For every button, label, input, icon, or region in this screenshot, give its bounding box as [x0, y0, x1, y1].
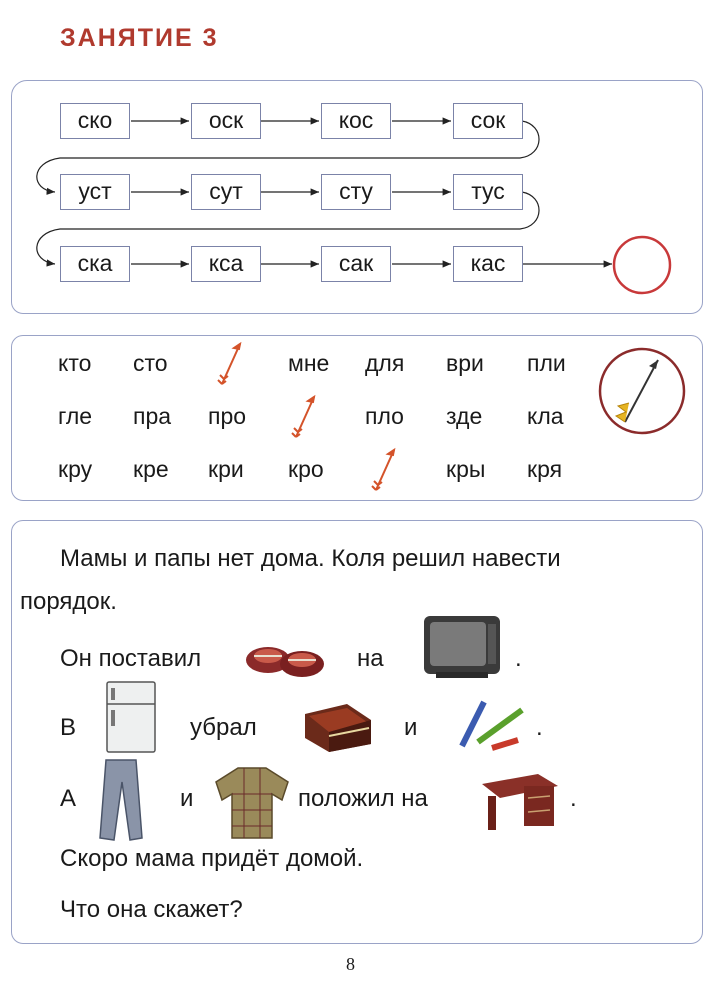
- story-text: .: [515, 645, 522, 672]
- chain-syllable: тус: [453, 174, 523, 210]
- fridge-icon: [105, 680, 157, 754]
- chain-syllable: оск: [191, 103, 261, 139]
- chain-syllable: сут: [191, 174, 261, 210]
- story-line: порядок.: [20, 588, 117, 615]
- chain-syllable: уст: [60, 174, 130, 210]
- grid-syllable: мне: [288, 350, 330, 376]
- story-text: убрал: [190, 714, 257, 741]
- grid-syllable: кры: [446, 456, 486, 482]
- chain-syllable: кса: [191, 246, 261, 282]
- grid-syllable: кря: [527, 456, 563, 482]
- chain-syllable: сту: [321, 174, 391, 210]
- story-text: А: [60, 785, 77, 812]
- slippers-icon: [244, 626, 326, 680]
- grid-syllable: ври: [446, 350, 484, 376]
- grid-syllable: кто: [58, 350, 92, 376]
- grid-syllable: про: [208, 403, 247, 429]
- arrow-icon: [372, 450, 394, 490]
- story-text: положил на: [298, 785, 428, 812]
- grid-syllable: кла: [527, 403, 564, 429]
- desk-icon: [478, 770, 560, 832]
- grid-syllable: пли: [527, 350, 566, 376]
- shirt-icon: [214, 764, 290, 840]
- grid-syllable: зде: [446, 403, 483, 429]
- story-text: Он поставил: [60, 645, 202, 672]
- grid-syllable: кре: [133, 456, 169, 482]
- story-text: и: [404, 714, 418, 741]
- grid-syllable: гле: [58, 403, 93, 429]
- grid-syllable: сто: [133, 350, 168, 376]
- arrow-icon: [292, 397, 314, 437]
- chain-syllable: сок: [453, 103, 523, 139]
- book-icon: [301, 700, 373, 754]
- story-text: В: [60, 714, 77, 741]
- story-text: .: [536, 714, 543, 741]
- grid-syllable: кри: [208, 456, 244, 482]
- story-line: Скоро мама придёт домой.: [60, 845, 364, 872]
- story-line: Мамы и папы нет дома. Коля решил навести: [60, 545, 561, 572]
- arrow-in-circle-icon: [600, 349, 684, 433]
- grid-syllable: кру: [58, 456, 93, 482]
- story-text: .: [570, 785, 577, 812]
- pencils-icon: [458, 696, 530, 754]
- grid-syllable: пло: [365, 403, 404, 429]
- chain-syllable: кос: [321, 103, 391, 139]
- pants-icon: [96, 758, 146, 842]
- arrow-icon: [218, 344, 240, 384]
- page-title: ЗАНЯТИЕ 3: [60, 24, 219, 52]
- tv-icon: [422, 614, 504, 680]
- chain-syllable: ска: [60, 246, 130, 282]
- story-line: Что она скажет?: [60, 896, 243, 923]
- chain-syllable: сак: [321, 246, 391, 282]
- page-number: 8: [346, 954, 355, 974]
- story-text: и: [180, 785, 194, 812]
- chain-syllable: ско: [60, 103, 130, 139]
- grid-syllable: для: [365, 350, 405, 376]
- grid-syllable: кро: [288, 456, 324, 482]
- grid-syllable: пра: [133, 403, 172, 429]
- chain-syllable: кас: [453, 246, 523, 282]
- story-text: на: [357, 645, 384, 672]
